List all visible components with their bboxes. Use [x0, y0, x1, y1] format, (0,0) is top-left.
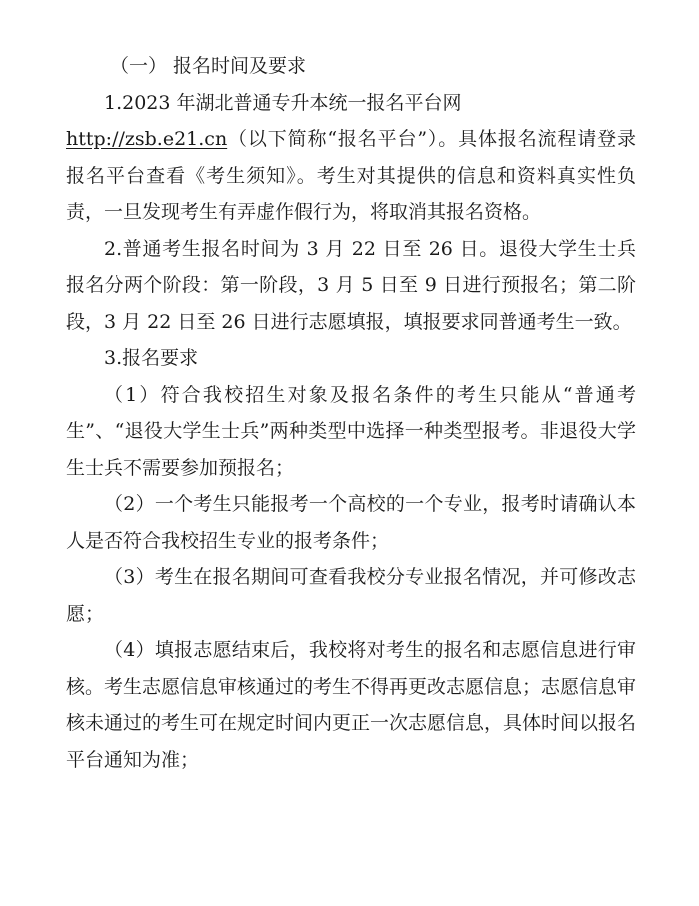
- item-3-title: 3.报名要求: [104, 347, 199, 369]
- item-1-paragraph: [66, 85, 636, 231]
- requirement-1: （1）符合我校招生对象及报名条件的考生只能从“普通考生”、“退役大学生士兵”两种类型中选择一种类型报考。非退役大学生士兵不需要参加预报名；: [66, 383, 636, 479]
- item-1-intro: 1.2023 年湖北普通专升本统一报名平台网: [104, 91, 462, 114]
- requirement-4: （4）填报志愿结束后，我校将对考生的报名和志愿信息进行审核。考生志愿信息审核通过的考生不得再更改志愿信息；志愿信息审核未通过的考生可在规定时间内更正一次志愿信息，具体时间以报名平台通知为准；: [66, 639, 637, 771]
- item-2-paragraph: 2.普通考生报名时间为 3 月 22 日至 26 日。退役大学生士兵报名分两个阶段：第一阶段，3 月 5 日至 9 日进行预报名；第二阶段，3 月 22 日至 26 日进行志愿填报，填报要求同普通考生一致。: [66, 237, 636, 333]
- item-1-rest: （以下简称“报名平台”）。具体报名流程请登录报名平台查看《考生须知》。考生对其提供的信息和资料真实性负责，一旦发现考生有弄虚作假行为，将取消其报名资格。: [66, 128, 636, 223]
- requirement-2: （2）一个考生只能报考一个高校的一个专业，报考时请确认本人是否符合我校招生专业的报考条件；: [66, 493, 636, 552]
- section-heading: （一） 报名时间及要求: [110, 55, 307, 77]
- requirement-3: （3）考生在报名期间可查看我校分专业报名情况，并可修改志愿；: [66, 566, 636, 625]
- registration-platform-link[interactable]: http://zsb.e21.cn: [66, 128, 228, 150]
- document-page: [66, 48, 636, 778]
